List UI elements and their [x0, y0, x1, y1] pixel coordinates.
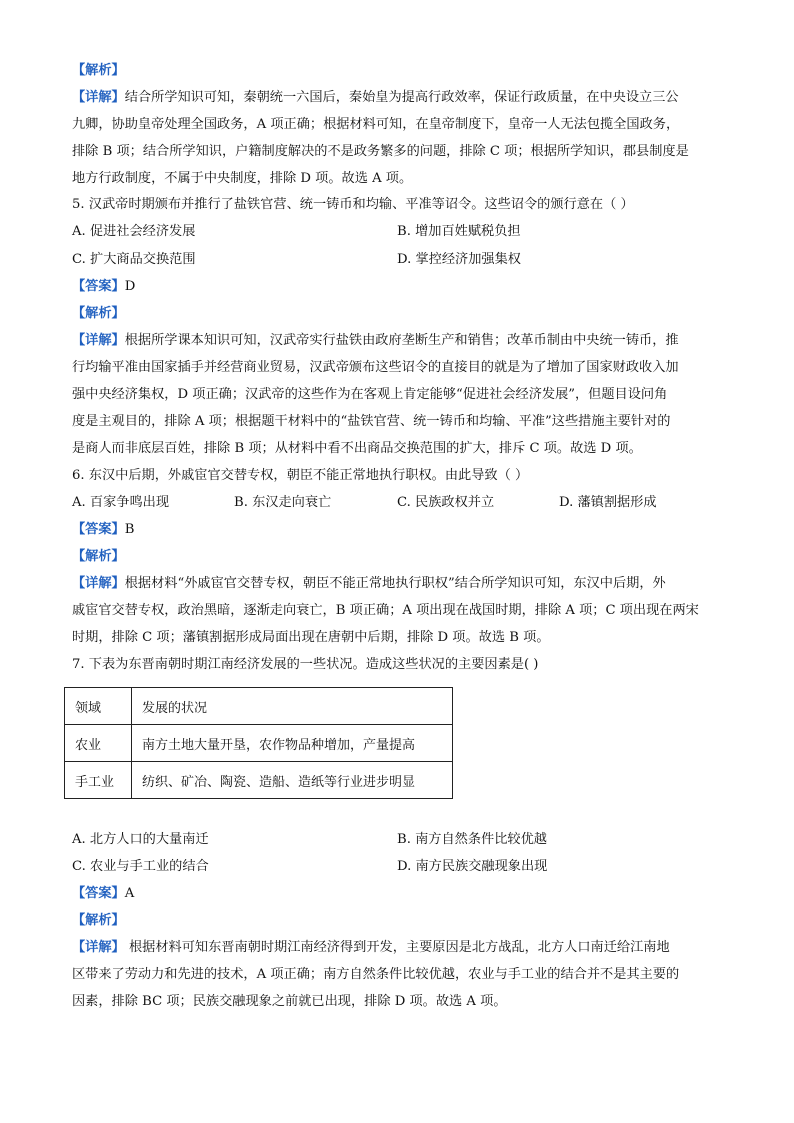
table-row — [65, 762, 453, 799]
q7-detail-line: 因素，排除 BC 项；民族交融现象之前就已出现，排除 D 项。故选 A 项。 — [72, 994, 507, 1009]
q5-detail-line: 行均输平准由国家插手并经营商业贸易，汉武帝颁布这些诏令的直接目的就是为了增加了国家财政收入加 — [72, 360, 679, 375]
q7-option-c: C. 农业与手工业的结合 — [72, 859, 209, 874]
table-cell: 南方土地大量开垦，农作物品种增加，产量提高 — [132, 725, 453, 762]
detail-text: 根据材料“外戚宦官交替专权，朝臣不能正常地执行职权”结合所学知识可知，东汉中后期，外 — [124, 576, 666, 591]
q6-option-c: C. 民族政权并立 — [397, 495, 495, 510]
detail-tag: 【详解】 — [72, 940, 125, 955]
table-cell: 手工业 — [65, 762, 132, 799]
q5-analysis-heading — [72, 305, 722, 323]
q5-option-c: C. 扩大商品交换范围 — [72, 252, 196, 267]
detail-line: 地方行政制度，不属于中央制度，排除 D 项。故选 A 项。 — [72, 171, 413, 186]
detail-tag: 【详解】 — [72, 576, 125, 591]
answer-value: A — [124, 886, 135, 901]
q5-detail-line: 度是主观目的，排除 A 项；根据题干材料中的“盐铁官营、统一铸币和均输、平准”这些措施主要针对的 — [72, 414, 671, 429]
question-7-stem: 7. 下表为东晋南朝时期江南经济发展的一些状况。造成这些状况的主要因素是( ) — [72, 657, 539, 672]
q7-option-d: D. 南方民族交融现象出现 — [397, 859, 548, 874]
question-6-stem: 6. 东汉中后期，外戚宦官交替专权，朝臣不能正常地执行职权。由此导致（ ） — [72, 468, 529, 483]
q6-option-a: A. 百家争鸣出现 — [72, 495, 170, 510]
q6-option-b: B. 东汉走向衰亡 — [234, 495, 332, 510]
q7-option-a: A. 北方人口的大量南迁 — [72, 832, 209, 847]
analysis-tag: 【解析】 — [72, 913, 125, 928]
detail-line: 排除 B 项；结合所学知识，户籍制度解决的不是政务繁多的问题，排除 C 项；根据所学知识，郡县制度是 — [72, 144, 689, 159]
detail-text: 根据材料可知东晋南朝时期江南经济得到开发，主要原因是北方战乱，北方人口南迁给江南地 — [124, 940, 670, 955]
answer-tag: 【答案】 — [72, 886, 125, 901]
q5-answer — [72, 278, 722, 296]
table-cell: 农业 — [65, 725, 132, 762]
analysis-tag: 【解析】 — [72, 549, 125, 564]
q5-detail-line: 强中央经济集权，D 项正确；汉武帝的这些作为在客观上肯定能够“促进社会经济发展”，但题目设问角 — [72, 387, 668, 402]
q6-detail-line — [72, 575, 722, 593]
table-row — [65, 725, 453, 762]
answer-tag: 【答案】 — [72, 279, 125, 294]
table-header-cell: 领域 — [65, 688, 132, 725]
detail-tag: 【详解】 — [72, 333, 125, 348]
q6-analysis-heading — [72, 548, 722, 566]
q7-option-b: B. 南方自然条件比较优越 — [397, 832, 547, 847]
table-cell: 纺织、矿冶、陶瓷、造船、造纸等行业进步明显 — [132, 762, 453, 799]
q5-detail-line: 是商人而非底层百姓，排除 B 项；从材料中看不出商品交换范围的扩大，排斥 C 项。故选 D 项。 — [72, 441, 642, 456]
question-5-stem: 5. 汉武帝时期颁布并推行了盐铁官营、统一铸币和均输、平准等诏令。这些诏令的颁行意在（ ） — [72, 197, 634, 212]
q7-detail-line — [72, 939, 722, 957]
q7-answer — [72, 885, 722, 903]
q6-answer — [72, 521, 722, 539]
q7-analysis-heading — [72, 912, 722, 930]
detail-text: 结合所学知识可知，秦朝统一六国后，秦始皇为提高行政效率，保证行政质量，在中央设立三公 — [124, 90, 679, 105]
q7-table — [64, 687, 453, 799]
detail-line — [72, 89, 722, 107]
answer-value: B — [124, 522, 135, 537]
q5-detail-line — [72, 332, 722, 350]
q6-detail-line: 戚宦官交替专权，政治黑暗，逐渐走向衰亡，B 项正确；A 项出现在战国时期，排除 A 项；C 项出现在两宋 — [72, 603, 699, 618]
analysis-tag: 【解析】 — [72, 306, 125, 321]
q5-option-d: D. 掌控经济加强集权 — [397, 252, 521, 267]
answer-tag: 【答案】 — [72, 522, 125, 537]
table-header-row — [65, 688, 453, 725]
q5-option-b: B. 增加百姓赋税负担 — [397, 224, 521, 239]
detail-line: 九卿，协助皇帝处理全国政务，A 项正确；根据材料可知，在皇帝制度下，皇帝一人无法包揽全国政务， — [72, 117, 680, 132]
detail-text: 根据所学课本知识可知，汉武帝实行盐铁由政府垄断生产和销售；改革币制由中央统一铸币，推 — [124, 333, 679, 348]
q6-option-d: D. 藩镇割据形成 — [559, 495, 657, 510]
q5-option-a: A. 促进社会经济发展 — [72, 224, 196, 239]
table-header-cell: 发展的状况 — [132, 688, 453, 725]
detail-tag: 【详解】 — [72, 90, 125, 105]
analysis-heading — [72, 62, 722, 80]
analysis-tag: 【解析】 — [72, 63, 125, 78]
q6-detail-line: 时期，排除 C 项；藩镇割据形成局面出现在唐朝中后期，排除 D 项。故选 B 项。 — [72, 630, 550, 645]
q7-detail-line: 区带来了劳动力和先进的技术，A 项正确；南方自然条件比较优越，农业与手工业的结合并不是其主要的 — [72, 967, 680, 982]
answer-value: D — [124, 279, 136, 294]
